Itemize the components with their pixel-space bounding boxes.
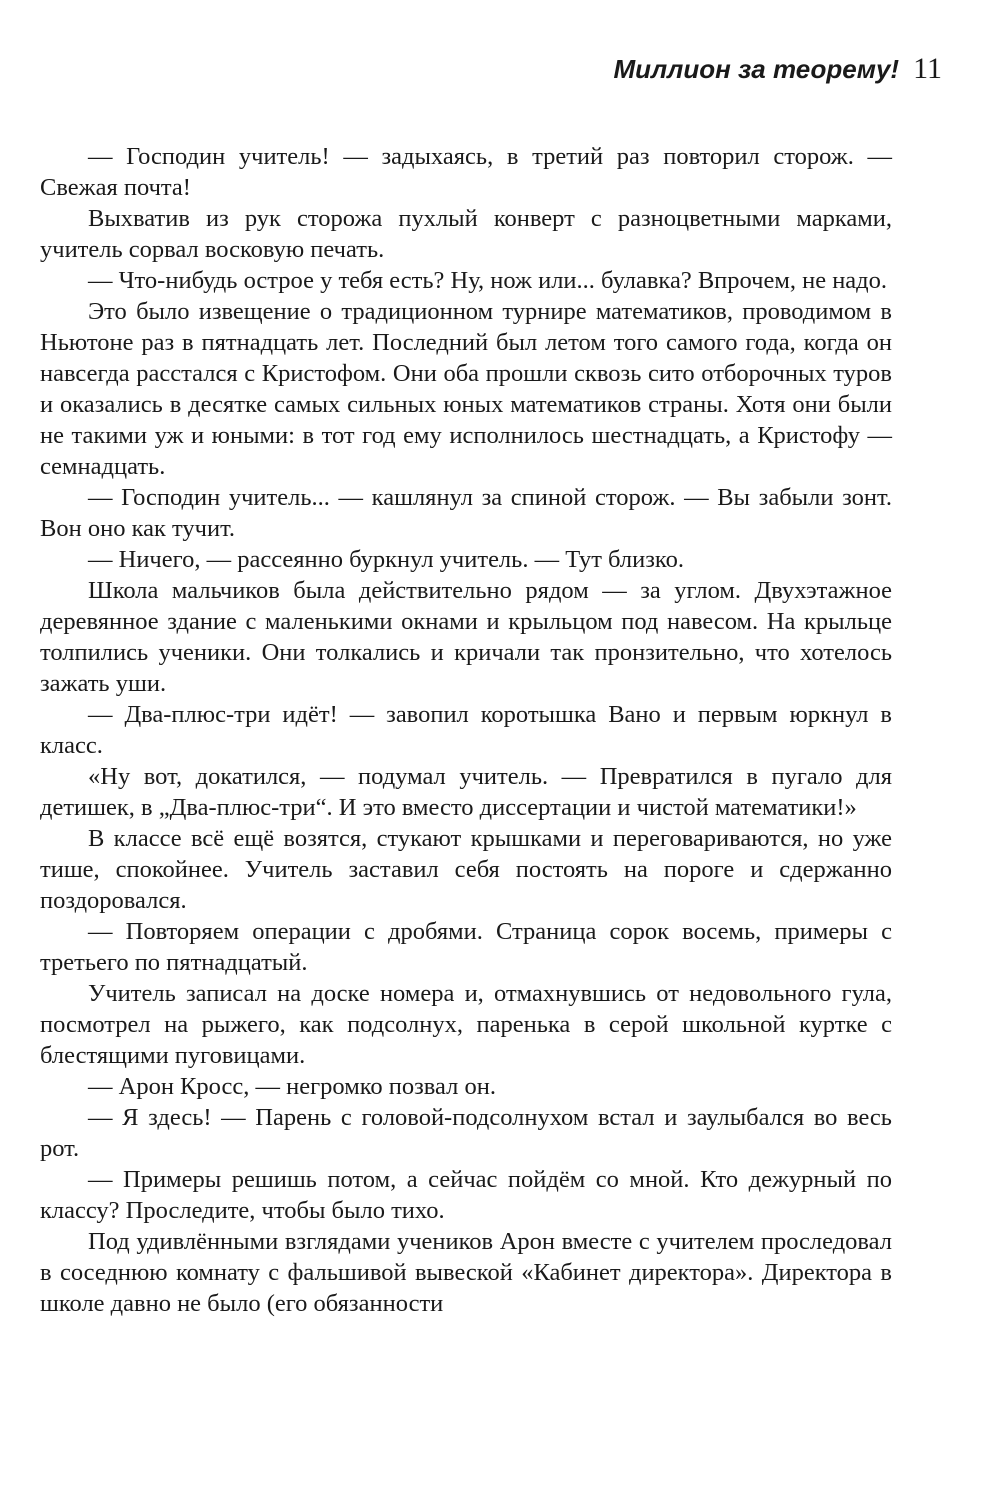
page-body bbox=[40, 141, 892, 1319]
paragraph: — Арон Кросс, — негромко позвал он. bbox=[88, 1073, 496, 1100]
paragraph: — Господин учитель! — задыхаясь, в третий раз повторил сторож. — Свежая почта! bbox=[40, 143, 892, 201]
paragraph: — Ничего, — рассеянно буркнул учитель. — Тут близко. bbox=[88, 546, 684, 573]
paragraph: В классе всё ещё возятся, стукают крышками и переговариваются, но уже тише, спокойнее. Учитель заставил себя постоять на пороге и сдержанно поздоровался. bbox=[40, 825, 892, 914]
paragraph: «Ну вот, докатился, — подумал учитель. — Превратился в пугало для детишек, в „Два-плюс-три“. И это вместо диссертации и чистой математики!» bbox=[40, 763, 892, 821]
paragraph: Школа мальчиков была действительно рядом — за углом. Двухэтажное деревянное здание с маленькими окнами и крыльцом под навесом. На крыльце толпились ученики. Они толкались и кричали так пронзительно, что хотелось зажать уши. bbox=[40, 577, 892, 697]
page-number: 11 bbox=[913, 52, 942, 85]
paragraph: Под удивлёнными взглядами учеников Арон вместе с учителем проследовал в соседнюю комнату с фальшивой вывеской «Кабинет директора». Директора в школе давно не было (его обязанности bbox=[40, 1228, 892, 1317]
paragraph: — Я здесь! — Парень с головой-подсолнухом встал и заулыбался во весь рот. bbox=[40, 1104, 892, 1162]
paragraph: Это было извещение о традиционном турнире математиков, проводимом в Ньютоне раз в пятнадцать лет. Последний был летом того самого года, когда он навсегда расстался с Кристофом. Они оба прошли сквозь сито отборочных туров и оказались в десятке самых сильных юных математиков страны. Хотя они были не такими уж и юными: в тот год ему исполнилось шестнадцать, а Кристофу — семнадцать. bbox=[40, 298, 892, 480]
paragraph: Учитель записал на доске номера и, отмахнувшись от недовольного гула, посмотрел на рыжего, как подсолнух, паренька в серой школьной куртке с блестящими пуговицами. bbox=[40, 980, 892, 1069]
running-title: Миллион за теорему! bbox=[613, 54, 900, 84]
paragraph: — Два-плюс-три идёт! — завопил коротышка Вано и первым юркнул в класс. bbox=[40, 701, 892, 759]
paragraph: — Что-нибудь острое у тебя есть? Ну, нож или... булавка? Впрочем, не надо. bbox=[88, 267, 888, 294]
paragraph: — Господин учитель... — кашлянул за спиной сторож. — Вы забыли зонт. Вон оно как тучит. bbox=[40, 484, 892, 542]
running-header bbox=[613, 52, 942, 86]
paragraph: Выхватив из рук сторожа пухлый конверт с разноцветными марками, учитель сорвал восковую печать. bbox=[40, 205, 892, 263]
paragraph: — Примеры решишь потом, а сейчас пойдём со мной. Кто дежурный по классу? Проследите, чтобы было тихо. bbox=[40, 1166, 892, 1224]
paragraph: — Повторяем операции с дробями. Страница сорок восемь, примеры с третьего по пятнадцатый. bbox=[40, 918, 892, 976]
